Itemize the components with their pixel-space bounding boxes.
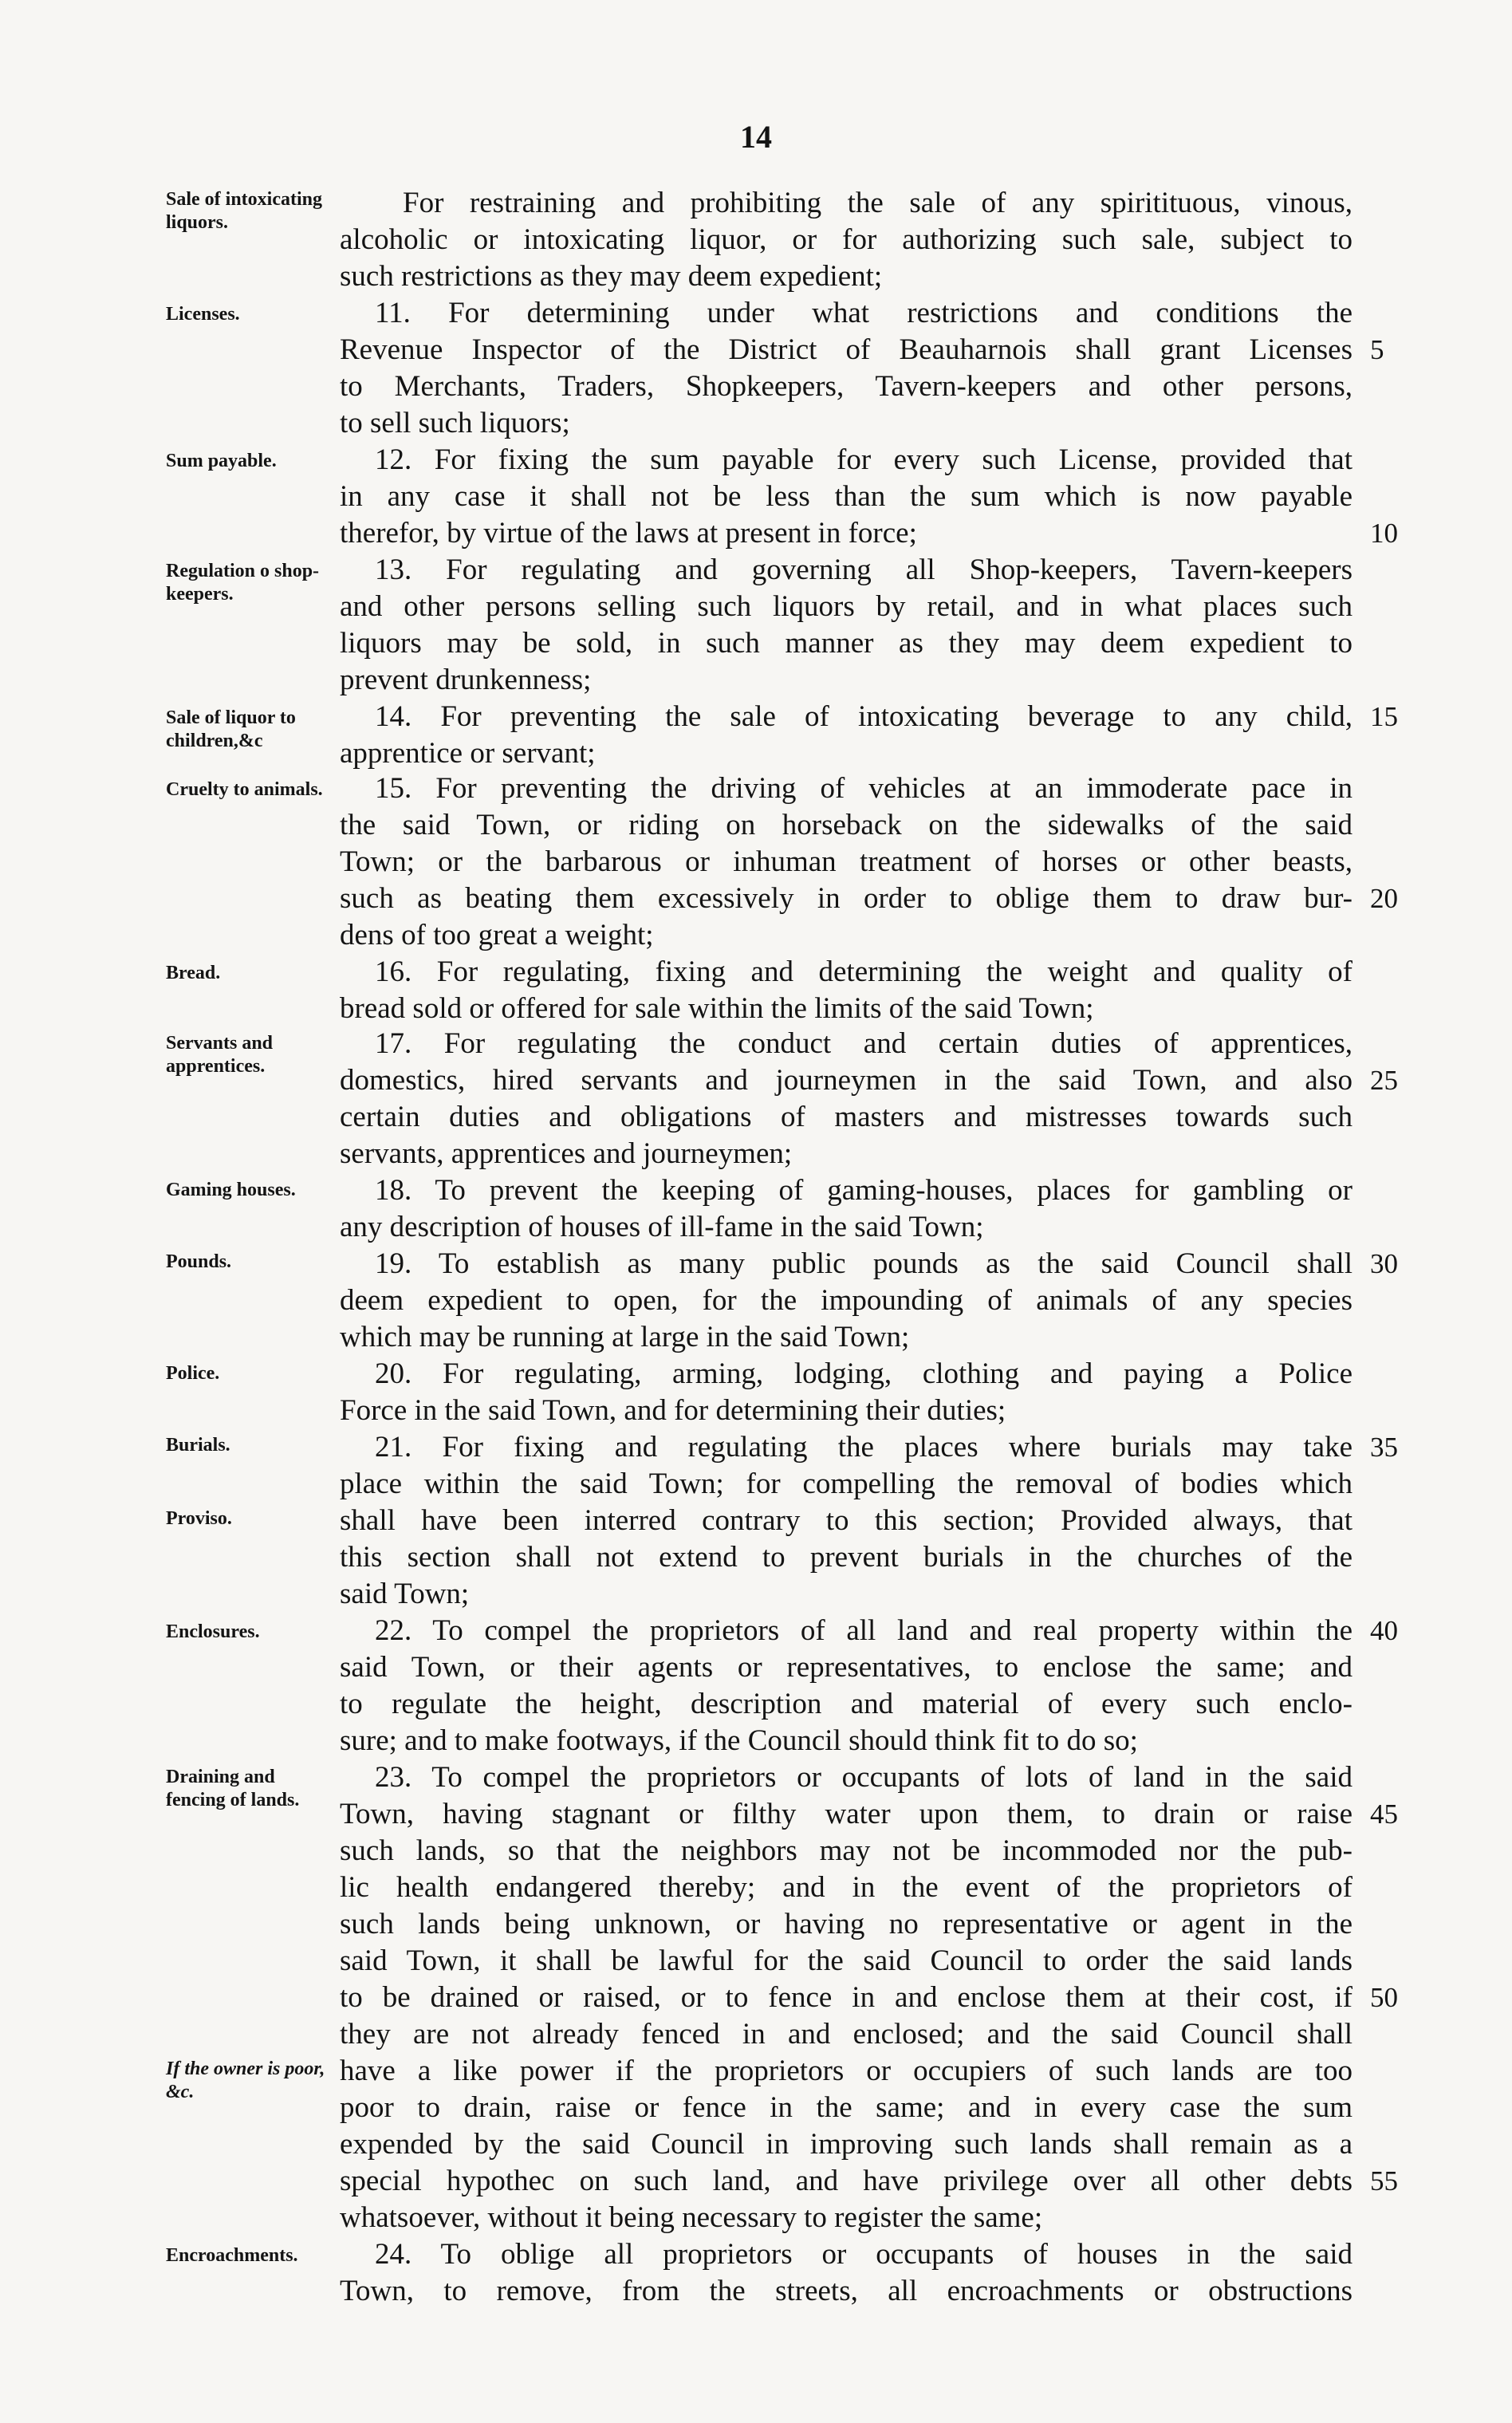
text-line: this section shall not extend to prevent burials in the churches of the — [340, 1541, 1353, 1574]
text-line: 19. To establish as many public pounds as the said Council shall — [375, 1247, 1353, 1280]
margin-note: Bread. — [166, 963, 221, 983]
margin-note: If the owner is poor, &c. — [166, 2059, 325, 2102]
text-line: deem expedient to open, for the impounding of animals of any species — [340, 1284, 1353, 1317]
text-line: servants, apprentices and journeymen; — [340, 1137, 793, 1170]
text-line: domestics, hired servants and journeymen in the said Town, and also — [340, 1064, 1353, 1097]
line-number: 15 — [1370, 701, 1398, 732]
text-line: and other persons selling such liquors by retail, and in what places such — [340, 590, 1353, 623]
text-line: any description of houses of ill-fame in the said Town; — [340, 1211, 984, 1243]
margin-note: Burials. — [166, 1435, 230, 1456]
margin-note: Sale of liquor to children,&c — [166, 707, 296, 751]
text-line: prevent drunkenness; — [340, 664, 592, 696]
line-number: 45 — [1370, 1799, 1398, 1830]
text-line: they are not already fenced in and enclosed; and the said Council shall — [340, 2018, 1353, 2051]
text-line: 23. To compel the proprietors or occupants of lots of land in the said — [375, 1761, 1353, 1794]
text-line: liquors may be sold, in such manner as they may deem expedient to — [340, 627, 1353, 660]
margin-note: Draining and fencing of lands. — [166, 1767, 300, 1810]
text-line: lic health endangered thereby; and in the event of the proprietors of — [340, 1871, 1353, 1904]
text-line: said Town, or their agents or representatives, to enclose the same; and — [340, 1651, 1353, 1684]
text-line: said Town, it shall be lawful for the said Council to order the said lands — [340, 1944, 1353, 1977]
text-line: 22. To compel the proprietors of all land and real property within the — [375, 1614, 1353, 1647]
text-line: 13. For regulating and governing all Shop-keepers, Tavern-keepers — [375, 554, 1353, 586]
text-line: For restraining and prohibiting the sale of any spiritituous, vinous, — [403, 187, 1353, 219]
text-line: place within the said Town; for compelling the removal of bodies which — [340, 1468, 1353, 1500]
text-line: 24. To oblige all proprietors or occupants of houses in the said — [375, 2238, 1353, 2271]
text-line: to regulate the height, description and material of every such enclo- — [340, 1688, 1353, 1720]
line-number: 40 — [1370, 1615, 1398, 1646]
text-line: dens of too great a weight; — [340, 919, 654, 951]
text-line: in any case it shall not be less than the sum which is now payable — [340, 480, 1353, 513]
text-line: shall have been interred contrary to this section; Provided always, that — [340, 1504, 1353, 1537]
text-line: 11. For determining under what restrictions and conditions the — [375, 297, 1353, 329]
text-line: said Town; — [340, 1578, 470, 1610]
line-number: 25 — [1370, 1065, 1398, 1096]
text-line: sure; and to make footways, if the Council should think fit to do so; — [340, 1724, 1138, 1757]
text-line: 15. For preventing the driving of vehicles at an immoderate pace in — [375, 772, 1353, 805]
margin-note: Gaming houses. — [166, 1180, 296, 1200]
line-number: 10 — [1370, 518, 1398, 549]
text-line: 14. For preventing the sale of intoxicating beverage to any child, — [375, 700, 1353, 733]
line-number: 50 — [1370, 1982, 1398, 2013]
text-line: 17. For regulating the conduct and certain duties of apprentices, — [375, 1027, 1353, 1060]
text-line: therefor, by virtue of the laws at present in force; — [340, 517, 917, 550]
text-line: to sell such liquors; — [340, 407, 570, 439]
margin-note: Enclosures. — [166, 1621, 260, 1642]
text-line: apprentice or servant; — [340, 737, 596, 770]
margin-note: Cruelty to animals. — [166, 779, 323, 800]
text-line: have a like power if the proprietors or occupiers of such lands are too — [340, 2055, 1353, 2087]
text-line: 21. For fixing and regulating the places where burials may take — [375, 1431, 1353, 1464]
text-line: to Merchants, Traders, Shopkeepers, Tavern-keepers and other persons, — [340, 370, 1353, 403]
text-line: Town, to remove, from the streets, all encroachments or obstructions — [340, 2275, 1353, 2307]
margin-note: Licenses. — [166, 304, 240, 325]
margin-note: Encroachments. — [166, 2245, 298, 2266]
text-line: 12. For fixing the sum payable for every such License, provided that — [375, 443, 1353, 476]
line-number: 35 — [1370, 1432, 1398, 1463]
text-line: alcoholic or intoxicating liquor, or for authorizing such sale, subject to — [340, 223, 1353, 256]
margin-note: Regulation o shop-keepers. — [166, 561, 320, 605]
margin-note: Police. — [166, 1363, 220, 1384]
text-line: such lands, so that the neighbors may not be incommoded nor the pub- — [340, 1834, 1353, 1867]
text-line: 16. For regulating, fixing and determining the weight and quality of — [375, 955, 1353, 988]
text-line: 20. For regulating, arming, lodging, clothing and paying a Police — [375, 1357, 1353, 1390]
text-line: whatsoever, without it being necessary to register the same; — [340, 2201, 1043, 2234]
text-line: certain duties and obligations of masters and mistresses towards such — [340, 1101, 1353, 1133]
text-line: to be drained or raised, or to fence in and enclose them at their cost, if — [340, 1981, 1353, 2014]
text-line: poor to drain, raise or fence in the same; and in every case the sum — [340, 2091, 1353, 2124]
line-number: 30 — [1370, 1248, 1398, 1279]
text-line: such as beating them excessively in order to oblige them to draw bur- — [340, 882, 1353, 915]
page-number: 14 — [740, 119, 772, 155]
margin-note: Proviso. — [166, 1508, 232, 1529]
line-number: 55 — [1370, 2165, 1398, 2196]
text-line: Town; or the barbarous or inhuman treatment of horses or other beasts, — [340, 845, 1353, 878]
text-line: bread sold or offered for sale within the limits of the said Town; — [340, 992, 1094, 1025]
text-line: special hypothec on such land, and have privilege over all other debts — [340, 2165, 1353, 2197]
text-line: Revenue Inspector of the District of Beauharnois shall grant Licenses — [340, 333, 1353, 366]
text-line: Town, having stagnant or filthy water upon them, to drain or raise — [340, 1798, 1353, 1830]
margin-note: Pounds. — [166, 1251, 232, 1272]
margin-note: Sale of intoxicating liquors. — [166, 189, 322, 233]
text-line: the said Town, or riding on horseback on the sidewalks of the said — [340, 809, 1353, 841]
line-number: 20 — [1370, 883, 1398, 914]
text-line: expended by the said Council in improving such lands shall remain as a — [340, 2128, 1353, 2161]
text-line: such lands being unknown, or having no representative or agent in the — [340, 1908, 1353, 1940]
margin-note: Servants and apprentices. — [166, 1033, 274, 1077]
margin-note: Sum payable. — [166, 451, 277, 471]
line-number: 5 — [1370, 334, 1384, 365]
text-line: which may be running at large in the said Town; — [340, 1321, 910, 1353]
text-line: Force in the said Town, and for determining their duties; — [340, 1394, 1006, 1427]
text-line: 18. To prevent the keeping of gaming-houses, places for gambling or — [375, 1174, 1353, 1207]
text-line: such restrictions as they may deem expedient; — [340, 260, 883, 293]
